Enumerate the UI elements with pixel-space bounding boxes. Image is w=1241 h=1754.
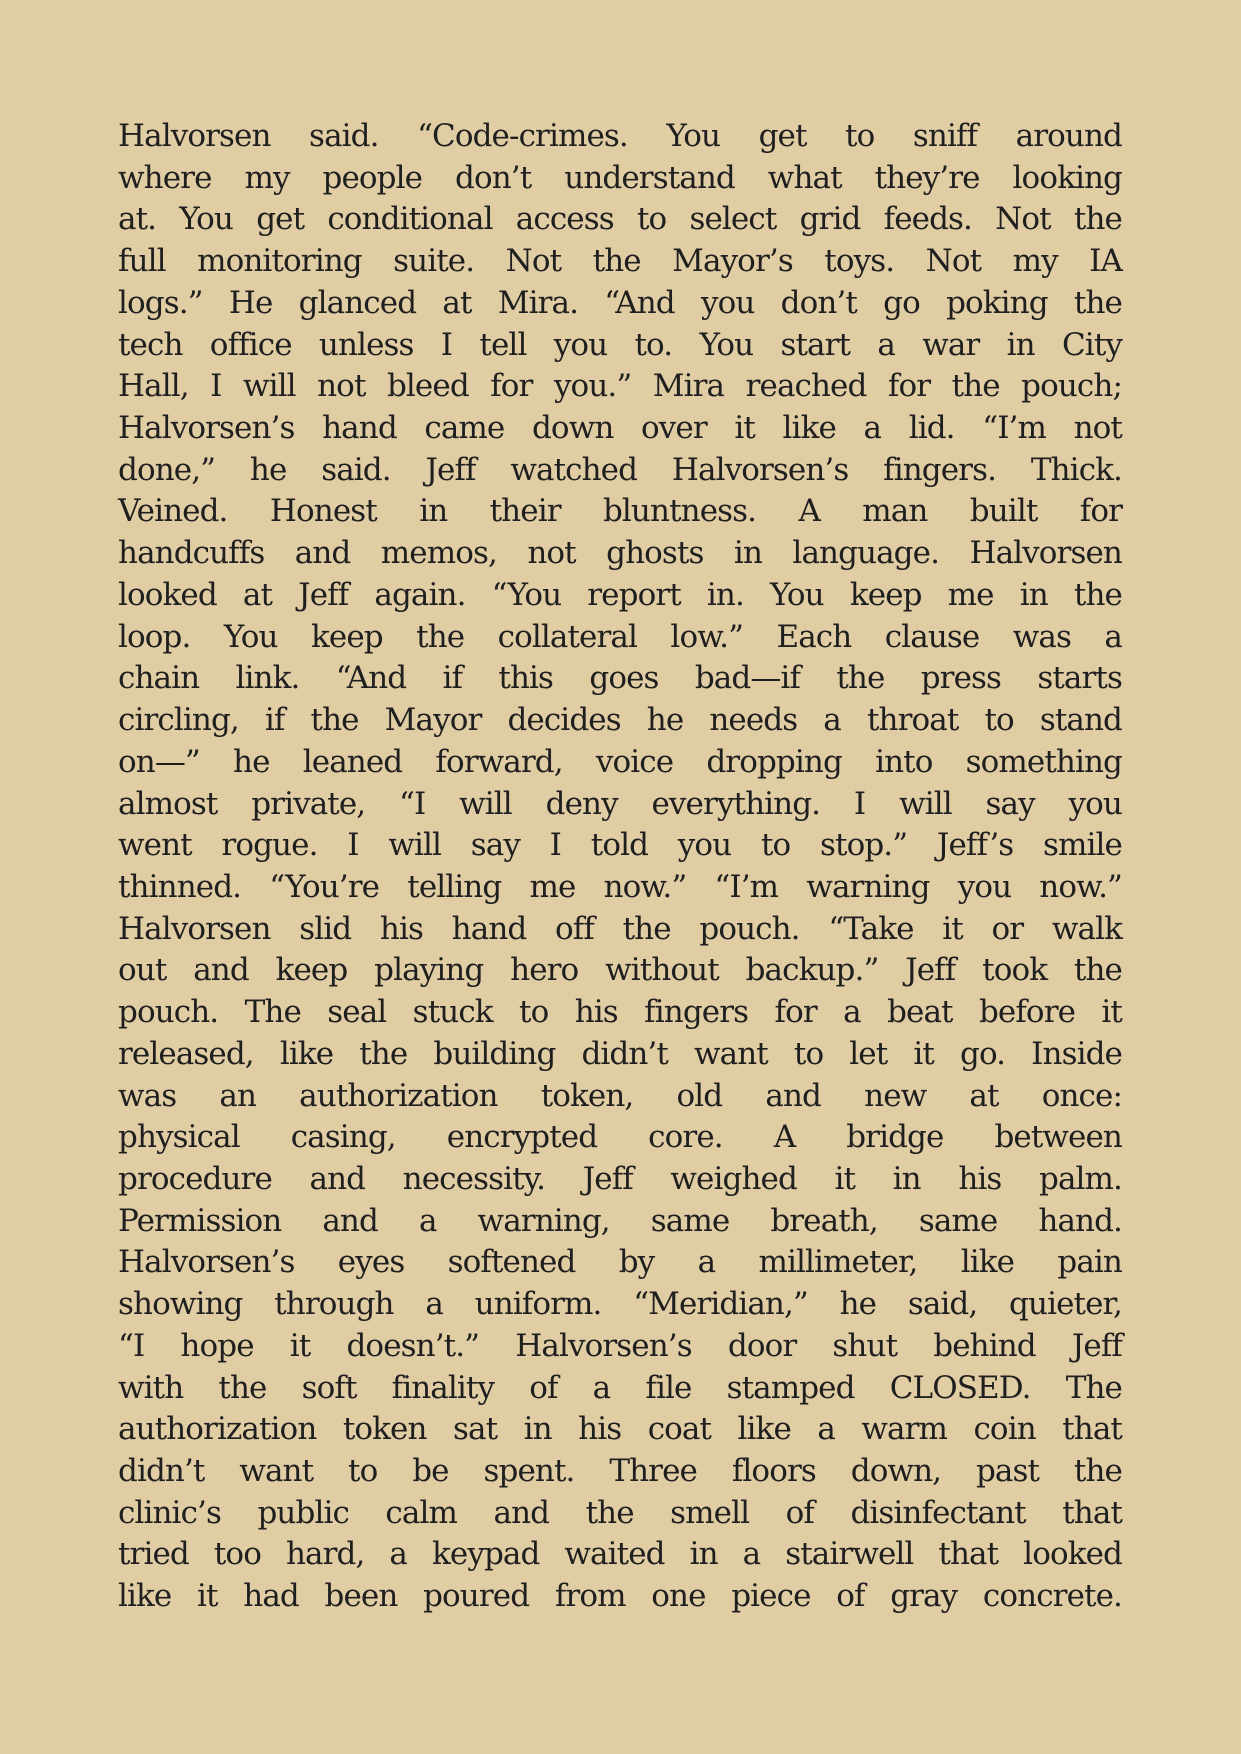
prose-paragraph — [118, 116, 1122, 1618]
text-line: tech office unless I tell you to. You start a war in City — [118, 326, 1122, 363]
text-line: almost private, “I will deny everything. I will say you — [118, 785, 1122, 822]
text-line: clinic’s public calm and the smell of disinfectant that — [118, 1494, 1122, 1531]
text-line: Veined. Honest in their bluntness. A man built for — [118, 493, 1122, 530]
text-line: procedure and necessity. Jeff weighed it in his palm. — [118, 1160, 1122, 1197]
text-line: logs.” He glanced at Mira. “And you don’t go poking the — [118, 284, 1122, 321]
text-line: out and keep playing hero without backup.” Jeff took the — [118, 952, 1122, 989]
text-line: went rogue. I will say I told you to stop.” Jeff’s smile — [118, 827, 1122, 864]
text-line: like it had been poured from one piece of gray concrete. — [118, 1578, 1122, 1615]
text-line: done,” he said. Jeff watched Halvorsen’s fingers. Thick. — [118, 451, 1122, 488]
text-line: Halvorsen’s eyes softened by a millimeter, like pain — [118, 1244, 1122, 1281]
text-line: was an authorization token, old and new at once: — [118, 1077, 1122, 1114]
text-line: full monitoring suite. Not the Mayor’s toys. Not my IA — [118, 243, 1122, 280]
text-line: released, like the building didn’t want to let it go. Inside — [118, 1035, 1122, 1072]
text-line: authorization token sat in his coat like a warm coin that — [118, 1411, 1122, 1448]
text-line: Halvorsen said. “Code-crimes. You get to sniff around — [118, 118, 1122, 154]
text-line: “I hope it doesn’t.” Halvorsen’s door shut behind Jeff — [118, 1327, 1122, 1364]
text-line: thinned. “You’re telling me now.” “I’m warning you now.” — [118, 868, 1122, 905]
text-line: at. You get conditional access to select grid feeds. Not the — [118, 201, 1122, 238]
text-line: didn’t want to be spent. Three floors down, past the — [118, 1453, 1122, 1489]
text-line: Permission and a warning, same breath, same hand. — [118, 1202, 1122, 1239]
text-line: Halvorsen’s hand came down over it like a lid. “I’m not — [118, 410, 1122, 447]
text-line: Halvorsen slid his hand off the pouch. “Take it or walk — [118, 910, 1122, 947]
text-line: loop. You keep the collateral low.” Each clause was a — [118, 618, 1122, 655]
text-line: looked at Jeff again. “You report in. You keep me in the — [118, 576, 1122, 613]
text-line: tried too hard, a keypad waited in a stairwell that looked — [118, 1536, 1122, 1573]
text-line: with the soft finality of a file stamped CLOSED. The — [118, 1369, 1122, 1406]
text-line: on—” he leaned forward, voice dropping into something — [118, 743, 1122, 780]
text-line: handcuffs and memos, not ghosts in language. Halvorsen — [118, 535, 1122, 572]
page-body — [118, 116, 1122, 1618]
text-line: circling, if the Mayor decides he needs a throat to stand — [118, 702, 1122, 739]
text-line: physical casing, encrypted core. A bridge between — [118, 1119, 1122, 1156]
text-line: chain link. “And if this goes bad—if the press starts — [118, 660, 1122, 697]
text-line: showing through a uniform. “Meridian,” he said, quieter, — [118, 1286, 1122, 1323]
text-line: where my people don’t understand what they’re looking — [118, 159, 1122, 196]
text-line: Hall, I will not bleed for you.” Mira reached for the pouch; — [118, 368, 1122, 405]
text-line: pouch. The seal stuck to his fingers for a beat before it — [118, 994, 1122, 1031]
